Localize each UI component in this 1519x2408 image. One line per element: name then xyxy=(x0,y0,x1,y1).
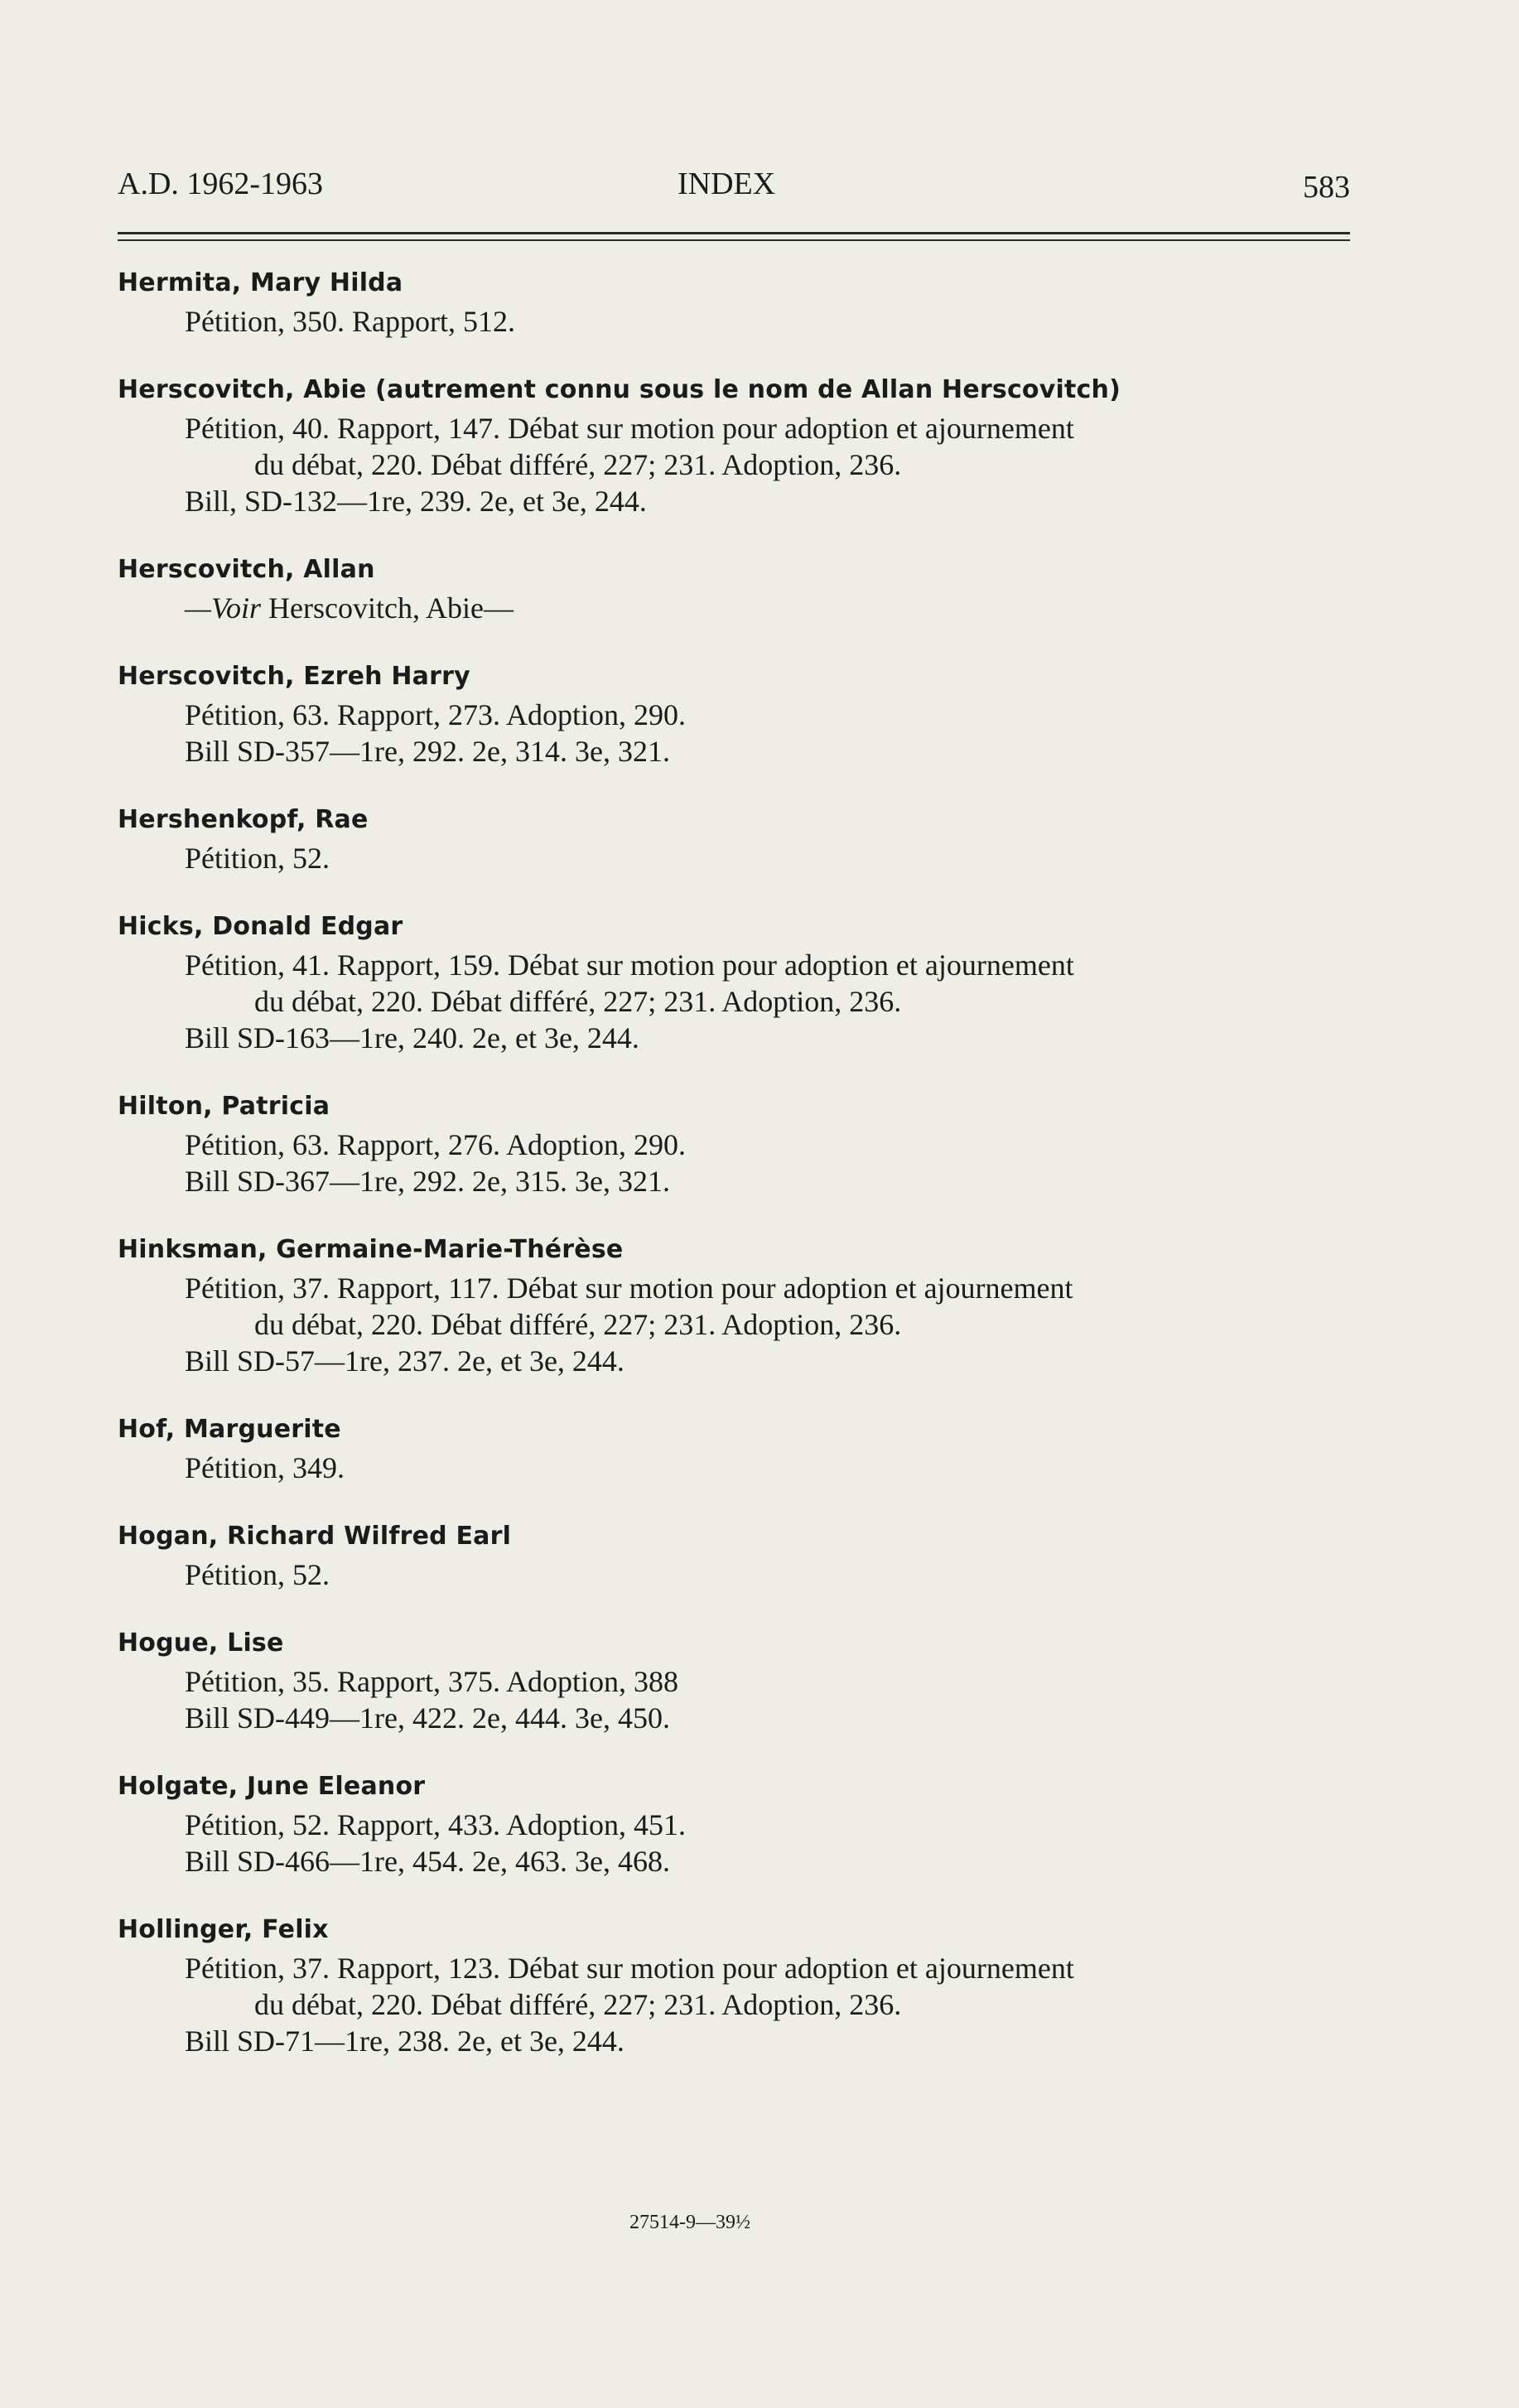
entry-line: Pétition, 63. Rapport, 273. Adoption, 290. xyxy=(185,698,687,731)
entry-line-continuation: du débat, 220. Débat différé, 227; 231. Adoption, 236. xyxy=(254,985,902,1018)
entry-line: Bill SD-57—1re, 237. 2e, et 3e, 244. xyxy=(185,1344,624,1378)
entry-line: Pétition, 52. Rapport, 433. Adoption, 451. xyxy=(185,1808,687,1841)
index-entries xyxy=(118,263,1352,2090)
footer-print-code: 27514-9—39½ xyxy=(629,2212,750,2233)
entry-name: Hicks, Donald Edgar xyxy=(118,912,403,941)
header-years: A.D. 1962-1963 xyxy=(118,166,324,201)
entry-name: Herscovitch, Abie (autrement connu sous le nom de Allan Herscovitch) xyxy=(118,375,1121,404)
entry-line: Bill SD-367—1re, 292. 2e, 315. 3e, 321. xyxy=(185,1165,670,1198)
entry-name: Holgate, June Eleanor xyxy=(118,1772,426,1801)
entry-line: Bill SD-163—1re, 240. 2e, et 3e, 244. xyxy=(185,1021,639,1054)
entry-line: Bill SD-449—1re, 422. 2e, 444. 3e, 450. xyxy=(185,1701,670,1735)
index-entry xyxy=(118,263,1352,340)
header-rule-top xyxy=(118,232,1350,234)
entry-line: Pétition, 37. Rapport, 117. Débat sur motion pour adoption et ajournement xyxy=(185,1272,1073,1305)
entry-line: Pétition, 349. xyxy=(185,1451,345,1484)
entry-line: Pétition, 63. Rapport, 276. Adoption, 290. xyxy=(185,1128,687,1161)
entry-line: Bill SD-466—1re, 454. 2e, 463. 3e, 468. xyxy=(185,1845,670,1878)
cross-reference xyxy=(118,590,1352,626)
index-entry xyxy=(118,907,1352,1056)
cross-reference-target: Herscovitch, Abie— xyxy=(261,591,514,625)
entry-line: Pétition, 35. Rapport, 375. Adoption, 388 xyxy=(185,1665,679,1698)
index-entry xyxy=(118,1624,1352,1736)
index-entry xyxy=(118,1410,1352,1486)
entry-line: Bill SD-357—1re, 292. 2e, 314. 3e, 321. xyxy=(185,735,670,768)
entry-name: Hermita, Mary Hilda xyxy=(118,268,403,297)
index-entry xyxy=(118,370,1352,519)
entry-line: Pétition, 40. Rapport, 147. Débat sur motion pour adoption et ajournement xyxy=(185,412,1074,445)
entry-line: Pétition, 37. Rapport, 123. Débat sur motion pour adoption et ajournement xyxy=(185,1952,1074,1985)
entry-line: Pétition, 52. xyxy=(185,842,330,875)
index-entry xyxy=(118,1087,1352,1199)
entry-name: Hershenkopf, Rae xyxy=(118,805,369,834)
index-entry xyxy=(118,1517,1352,1593)
entry-name: Hogue, Lise xyxy=(118,1629,284,1658)
entry-line-continuation: du débat, 220. Débat différé, 227; 231. Adoption, 236. xyxy=(254,1308,902,1341)
index-entry xyxy=(118,1910,1352,2059)
entry-line: Pétition, 52. xyxy=(185,1558,330,1591)
entry-line: Pétition, 350. Rapport, 512. xyxy=(185,305,515,338)
index-entry xyxy=(118,1230,1352,1379)
header-title: INDEX xyxy=(678,166,776,201)
entry-name: Herscovitch, Allan xyxy=(118,555,375,584)
header-rule-bottom xyxy=(118,239,1350,241)
index-entry xyxy=(118,550,1352,626)
page-header xyxy=(118,166,1350,207)
entry-line: Pétition, 41. Rapport, 159. Débat sur motion pour adoption et ajournement xyxy=(185,948,1074,982)
voir-label: —Voir xyxy=(185,591,262,625)
entry-name: Hollinger, Felix xyxy=(118,1915,329,1944)
index-entry xyxy=(118,800,1352,876)
entry-line-continuation: du débat, 220. Débat différé, 227; 231. Adoption, 236. xyxy=(254,1988,902,2021)
index-entry xyxy=(118,1767,1352,1880)
index-entry xyxy=(118,657,1352,770)
page-number: 583 xyxy=(1303,170,1350,205)
entry-name: Herscovitch, Ezreh Harry xyxy=(118,662,470,691)
entry-line-continuation: du débat, 220. Débat différé, 227; 231. Adoption, 236. xyxy=(254,448,902,481)
entry-line: Bill, SD-132—1re, 239. 2e, et 3e, 244. xyxy=(185,485,647,518)
entry-name: Hinksman, Germaine-Marie-Thérèse xyxy=(118,1235,624,1264)
entry-name: Hogan, Richard Wilfred Earl xyxy=(118,1522,512,1551)
entry-name: Hof, Marguerite xyxy=(118,1415,341,1444)
entry-name: Hilton, Patricia xyxy=(118,1092,330,1121)
entry-line: Bill SD-71—1re, 238. 2e, et 3e, 244. xyxy=(185,2024,624,2058)
